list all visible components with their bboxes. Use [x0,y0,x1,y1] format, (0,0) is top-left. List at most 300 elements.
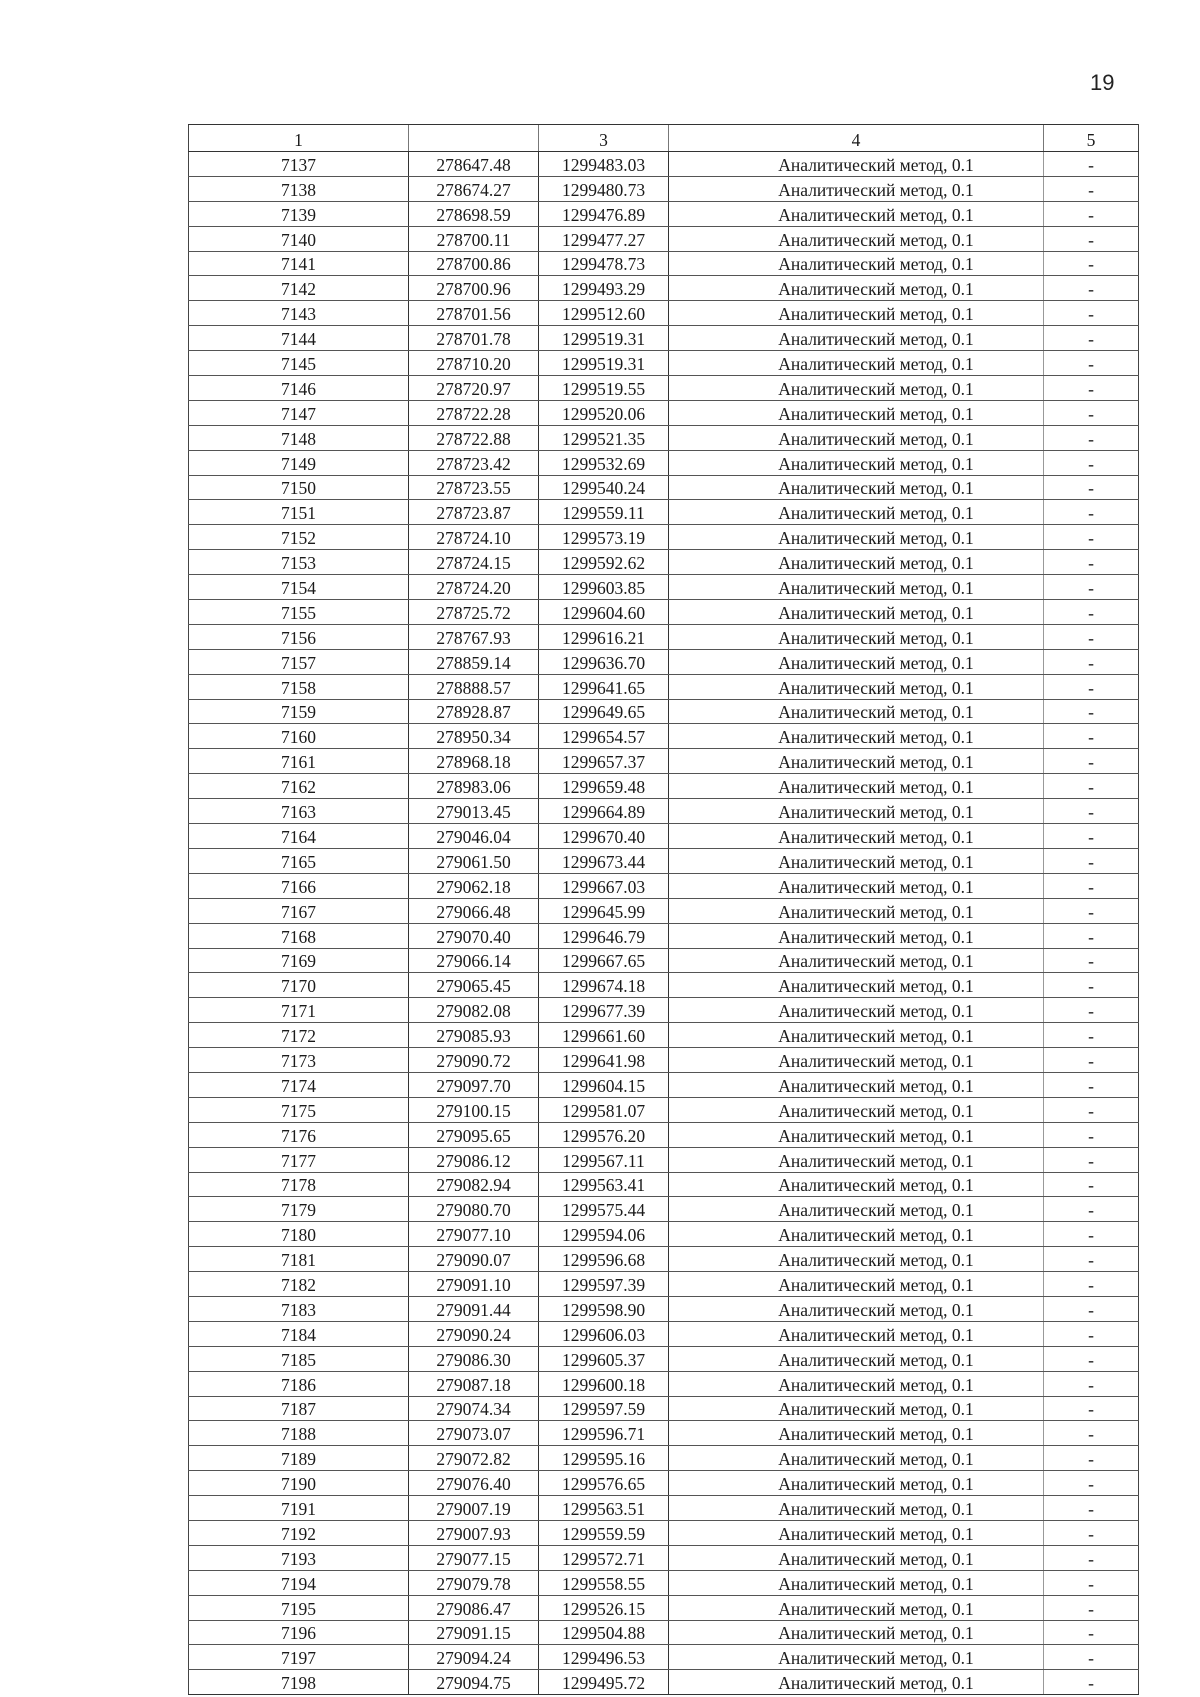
note-cell: - [1044,1346,1139,1371]
coordinate-x-cell: 278983.06 [409,774,539,799]
coordinate-y-cell: 1299654.57 [539,724,669,749]
note-cell: - [1044,824,1139,849]
method-accuracy-cell: Аналитический метод, 0.1 [669,176,1044,201]
note-cell: - [1044,1446,1139,1471]
point-number-cell: 7171 [189,998,409,1023]
coordinate-x-cell: 278968.18 [409,749,539,774]
point-number-cell: 7192 [189,1520,409,1545]
point-number-cell: 7162 [189,774,409,799]
point-number-cell: 7164 [189,824,409,849]
table-row [189,500,1139,525]
coordinate-x-cell: 278950.34 [409,724,539,749]
coordinate-y-cell: 1299567.11 [539,1147,669,1172]
coordinate-y-cell: 1299657.37 [539,749,669,774]
method-accuracy-cell: Аналитический метод, 0.1 [669,1097,1044,1122]
method-accuracy-cell: Аналитический метод, 0.1 [669,351,1044,376]
coordinate-x-cell: 279082.08 [409,998,539,1023]
coordinate-x-cell: 279074.34 [409,1396,539,1421]
note-cell: - [1044,1247,1139,1272]
point-number-cell: 7175 [189,1097,409,1122]
coordinate-y-cell: 1299636.70 [539,649,669,674]
point-number-cell: 7190 [189,1471,409,1496]
coordinate-x-cell: 279086.30 [409,1346,539,1371]
point-number-cell: 7182 [189,1272,409,1297]
coordinate-y-cell: 1299573.19 [539,525,669,550]
coordinate-x-cell: 278767.93 [409,624,539,649]
point-number-cell: 7165 [189,848,409,873]
table-row [189,475,1139,500]
table-row [189,1247,1139,1272]
coordinate-x-cell: 278701.56 [409,301,539,326]
method-accuracy-cell: Аналитический метод, 0.1 [669,226,1044,251]
note-cell: - [1044,699,1139,724]
coordinate-y-cell: 1299559.59 [539,1520,669,1545]
coordinate-y-cell: 1299667.65 [539,948,669,973]
coordinate-x-cell: 279091.44 [409,1296,539,1321]
table-row [189,600,1139,625]
point-number-cell: 7176 [189,1122,409,1147]
coordinate-x-cell: 279046.04 [409,824,539,849]
table-row [189,998,1139,1023]
coordinate-y-cell: 1299575.44 [539,1197,669,1222]
coordinate-x-cell: 279095.65 [409,1122,539,1147]
table-row [189,550,1139,575]
table-row [189,873,1139,898]
coordinate-y-cell: 1299483.03 [539,152,669,177]
note-cell: - [1044,1122,1139,1147]
point-number-cell: 7177 [189,1147,409,1172]
table-row [189,450,1139,475]
coordinate-y-cell: 1299667.03 [539,873,669,898]
coordinate-y-cell: 1299598.90 [539,1296,669,1321]
method-accuracy-cell: Аналитический метод, 0.1 [669,674,1044,699]
coordinate-y-cell: 1299594.06 [539,1222,669,1247]
coordinate-x-cell: 279090.24 [409,1321,539,1346]
coordinate-y-cell: 1299519.31 [539,351,669,376]
coordinate-x-cell: 279080.70 [409,1197,539,1222]
note-cell: - [1044,251,1139,276]
method-accuracy-cell: Аналитический метод, 0.1 [669,749,1044,774]
method-accuracy-cell: Аналитический метод, 0.1 [669,1222,1044,1247]
method-accuracy-cell: Аналитический метод, 0.1 [669,400,1044,425]
point-number-cell: 7149 [189,450,409,475]
table-row [189,525,1139,550]
method-accuracy-cell: Аналитический метод, 0.1 [669,1072,1044,1097]
method-accuracy-cell: Аналитический метод, 0.1 [669,1645,1044,1670]
coordinate-y-cell: 1299674.18 [539,973,669,998]
coordinate-x-cell: 279090.72 [409,1048,539,1073]
point-number-cell: 7147 [189,400,409,425]
note-cell: - [1044,923,1139,948]
method-accuracy-cell: Аналитический метод, 0.1 [669,500,1044,525]
method-accuracy-cell: Аналитический метод, 0.1 [669,774,1044,799]
table-row [189,1620,1139,1645]
coordinate-x-cell: 279076.40 [409,1471,539,1496]
note-cell: - [1044,1670,1139,1695]
table-row [189,251,1139,276]
note-cell: - [1044,1048,1139,1073]
point-number-cell: 7172 [189,1023,409,1048]
method-accuracy-cell: Аналитический метод, 0.1 [669,326,1044,351]
note-cell: - [1044,1645,1139,1670]
coordinate-x-cell: 279007.19 [409,1496,539,1521]
coordinate-x-cell: 278722.28 [409,400,539,425]
method-accuracy-cell: Аналитический метод, 0.1 [669,1595,1044,1620]
coordinate-x-cell: 279086.47 [409,1595,539,1620]
table-row [189,699,1139,724]
point-number-cell: 7143 [189,301,409,326]
point-number-cell: 7141 [189,251,409,276]
note-cell: - [1044,176,1139,201]
note-cell: - [1044,1595,1139,1620]
coordinate-x-cell: 279072.82 [409,1446,539,1471]
point-number-cell: 7183 [189,1296,409,1321]
note-cell: - [1044,1197,1139,1222]
note-cell: - [1044,1371,1139,1396]
coordinate-x-cell: 279094.75 [409,1670,539,1695]
note-cell: - [1044,1172,1139,1197]
table-row [189,973,1139,998]
coordinate-x-cell: 278700.11 [409,226,539,251]
method-accuracy-cell: Аналитический метод, 0.1 [669,1321,1044,1346]
point-number-cell: 7193 [189,1545,409,1570]
method-accuracy-cell: Аналитический метод, 0.1 [669,475,1044,500]
coordinate-x-cell: 278725.72 [409,600,539,625]
note-cell: - [1044,425,1139,450]
table-row [189,1471,1139,1496]
method-accuracy-cell: Аналитический метод, 0.1 [669,1421,1044,1446]
point-number-cell: 7189 [189,1446,409,1471]
method-accuracy-cell: Аналитический метод, 0.1 [669,425,1044,450]
method-accuracy-cell: Аналитический метод, 0.1 [669,1346,1044,1371]
coordinate-x-cell: 279079.78 [409,1570,539,1595]
point-number-cell: 7186 [189,1371,409,1396]
coordinate-y-cell: 1299677.39 [539,998,669,1023]
method-accuracy-cell: Аналитический метод, 0.1 [669,923,1044,948]
coordinate-x-cell: 278674.27 [409,176,539,201]
point-number-cell: 7168 [189,923,409,948]
point-number-cell: 7139 [189,201,409,226]
point-number-cell: 7140 [189,226,409,251]
point-number-cell: 7187 [189,1396,409,1421]
coordinate-x-cell: 279087.18 [409,1371,539,1396]
table-row [189,176,1139,201]
coordinate-x-cell: 278724.20 [409,575,539,600]
coordinate-y-cell: 1299581.07 [539,1097,669,1122]
table-row [189,774,1139,799]
note-cell: - [1044,475,1139,500]
note-cell: - [1044,1321,1139,1346]
point-number-cell: 7174 [189,1072,409,1097]
table-row [189,1346,1139,1371]
table-row [189,152,1139,177]
note-cell: - [1044,1072,1139,1097]
method-accuracy-cell: Аналитический метод, 0.1 [669,1396,1044,1421]
note-cell: - [1044,873,1139,898]
coordinate-y-cell: 1299480.73 [539,176,669,201]
note-cell: - [1044,326,1139,351]
coordinate-y-cell: 1299659.48 [539,774,669,799]
coordinate-y-cell: 1299576.20 [539,1122,669,1147]
point-number-cell: 7158 [189,674,409,699]
method-accuracy-cell: Аналитический метод, 0.1 [669,1545,1044,1570]
method-accuracy-cell: Аналитический метод, 0.1 [669,1172,1044,1197]
point-number-cell: 7160 [189,724,409,749]
coordinate-y-cell: 1299532.69 [539,450,669,475]
note-cell: - [1044,152,1139,177]
table-row [189,1421,1139,1446]
coordinate-x-cell: 279091.15 [409,1620,539,1645]
coordinate-y-cell: 1299645.99 [539,898,669,923]
coordinates-table [188,124,1139,1695]
coordinate-y-cell: 1299606.03 [539,1321,669,1346]
coordinate-y-cell: 1299673.44 [539,848,669,873]
table-row [189,1296,1139,1321]
coordinate-x-cell: 278859.14 [409,649,539,674]
method-accuracy-cell: Аналитический метод, 0.1 [669,1048,1044,1073]
table-row [189,898,1139,923]
coordinate-y-cell: 1299504.88 [539,1620,669,1645]
coordinate-x-cell: 279082.94 [409,1172,539,1197]
table-row [189,1197,1139,1222]
coordinate-x-cell: 279091.10 [409,1272,539,1297]
coordinate-x-cell: 279007.93 [409,1520,539,1545]
point-number-cell: 7194 [189,1570,409,1595]
method-accuracy-cell: Аналитический метод, 0.1 [669,699,1044,724]
table-row [189,226,1139,251]
note-cell: - [1044,973,1139,998]
coordinate-x-cell: 278720.97 [409,376,539,401]
note-cell: - [1044,1545,1139,1570]
point-number-cell: 7185 [189,1346,409,1371]
table-row [189,1097,1139,1122]
coordinate-x-cell: 279062.18 [409,873,539,898]
method-accuracy-cell: Аналитический метод, 0.1 [669,973,1044,998]
coordinate-x-cell: 279097.70 [409,1072,539,1097]
table-row [189,1321,1139,1346]
note-cell: - [1044,276,1139,301]
method-accuracy-cell: Аналитический метод, 0.1 [669,998,1044,1023]
note-cell: - [1044,575,1139,600]
coordinate-x-cell: 279085.93 [409,1023,539,1048]
note-cell: - [1044,1496,1139,1521]
coordinate-y-cell: 1299540.24 [539,475,669,500]
point-number-cell: 7156 [189,624,409,649]
method-accuracy-cell: Аналитический метод, 0.1 [669,1520,1044,1545]
point-number-cell: 7169 [189,948,409,973]
table-row [189,301,1139,326]
method-accuracy-cell: Аналитический метод, 0.1 [669,575,1044,600]
coordinate-x-cell: 279077.10 [409,1222,539,1247]
note-cell: - [1044,400,1139,425]
coordinate-y-cell: 1299596.68 [539,1247,669,1272]
method-accuracy-cell: Аналитический метод, 0.1 [669,1620,1044,1645]
note-cell: - [1044,1620,1139,1645]
coordinate-y-cell: 1299558.55 [539,1570,669,1595]
coordinate-y-cell: 1299596.71 [539,1421,669,1446]
method-accuracy-cell: Аналитический метод, 0.1 [669,1272,1044,1297]
method-accuracy-cell: Аналитический метод, 0.1 [669,1570,1044,1595]
coordinate-y-cell: 1299512.60 [539,301,669,326]
coordinate-x-cell: 279065.45 [409,973,539,998]
coordinate-y-cell: 1299493.29 [539,276,669,301]
table-row [189,326,1139,351]
table-row [189,1645,1139,1670]
point-number-cell: 7166 [189,873,409,898]
point-number-cell: 7167 [189,898,409,923]
method-accuracy-cell: Аналитический метод, 0.1 [669,898,1044,923]
method-accuracy-cell: Аналитический метод, 0.1 [669,376,1044,401]
table-row [189,624,1139,649]
coordinate-x-cell: 278888.57 [409,674,539,699]
point-number-cell: 7181 [189,1247,409,1272]
note-cell: - [1044,749,1139,774]
point-number-cell: 7195 [189,1595,409,1620]
point-number-cell: 7188 [189,1421,409,1446]
point-number-cell: 7152 [189,525,409,550]
table-row [189,201,1139,226]
point-number-cell: 7144 [189,326,409,351]
coordinate-x-cell: 279013.45 [409,799,539,824]
table-row [189,724,1139,749]
method-accuracy-cell: Аналитический метод, 0.1 [669,600,1044,625]
point-number-cell: 7163 [189,799,409,824]
note-cell: - [1044,948,1139,973]
method-accuracy-cell: Аналитический метод, 0.1 [669,1446,1044,1471]
note-cell: - [1044,351,1139,376]
coordinate-x-cell: 278710.20 [409,351,539,376]
coordinate-y-cell: 1299597.59 [539,1396,669,1421]
method-accuracy-cell: Аналитический метод, 0.1 [669,1296,1044,1321]
coordinate-x-cell: 279094.24 [409,1645,539,1670]
table-body [189,152,1139,1695]
coordinate-y-cell: 1299661.60 [539,1023,669,1048]
point-number-cell: 7154 [189,575,409,600]
coordinate-y-cell: 1299563.41 [539,1172,669,1197]
coordinate-y-cell: 1299670.40 [539,824,669,849]
method-accuracy-cell: Аналитический метод, 0.1 [669,1197,1044,1222]
coordinate-y-cell: 1299600.18 [539,1371,669,1396]
coordinate-x-cell: 278698.59 [409,201,539,226]
table-row [189,1496,1139,1521]
note-cell: - [1044,450,1139,475]
note-cell: - [1044,674,1139,699]
coordinate-y-cell: 1299576.65 [539,1471,669,1496]
coordinate-x-cell: 279070.40 [409,923,539,948]
table-row [189,799,1139,824]
coordinate-x-cell: 279066.48 [409,898,539,923]
method-accuracy-cell: Аналитический метод, 0.1 [669,1670,1044,1695]
note-cell: - [1044,848,1139,873]
header-col-2 [409,125,539,152]
coordinate-x-cell: 278701.78 [409,326,539,351]
table-row [189,848,1139,873]
header-col-5: 5 [1044,125,1139,152]
coordinate-y-cell: 1299664.89 [539,799,669,824]
coordinate-x-cell: 278647.48 [409,152,539,177]
point-number-cell: 7161 [189,749,409,774]
coordinate-x-cell: 279066.14 [409,948,539,973]
note-cell: - [1044,1272,1139,1297]
coordinate-y-cell: 1299526.15 [539,1595,669,1620]
method-accuracy-cell: Аналитический метод, 0.1 [669,450,1044,475]
header-col-3: 3 [539,125,669,152]
coordinate-y-cell: 1299603.85 [539,575,669,600]
table-row [189,1670,1139,1695]
note-cell: - [1044,1421,1139,1446]
coordinate-y-cell: 1299604.15 [539,1072,669,1097]
coordinate-x-cell: 278723.42 [409,450,539,475]
coordinate-y-cell: 1299641.98 [539,1048,669,1073]
coordinate-x-cell: 278724.10 [409,525,539,550]
page-number: 19 [1090,70,1115,95]
table-row [189,948,1139,973]
note-cell: - [1044,1570,1139,1595]
table-row [189,1048,1139,1073]
point-number-cell: 7191 [189,1496,409,1521]
coordinate-y-cell: 1299563.51 [539,1496,669,1521]
header-col-4: 4 [669,125,1044,152]
table-row [189,1122,1139,1147]
method-accuracy-cell: Аналитический метод, 0.1 [669,1247,1044,1272]
note-cell: - [1044,724,1139,749]
table-row [189,1570,1139,1595]
point-number-cell: 7197 [189,1645,409,1670]
point-number-cell: 7173 [189,1048,409,1073]
table-row [189,1072,1139,1097]
note-cell: - [1044,201,1139,226]
coordinate-x-cell: 279100.15 [409,1097,539,1122]
point-number-cell: 7178 [189,1172,409,1197]
point-number-cell: 7159 [189,699,409,724]
note-cell: - [1044,1520,1139,1545]
table-header-row [189,125,1139,152]
coordinate-x-cell: 279061.50 [409,848,539,873]
table-row [189,1147,1139,1172]
point-number-cell: 7145 [189,351,409,376]
point-number-cell: 7170 [189,973,409,998]
table-row [189,1595,1139,1620]
point-number-cell: 7155 [189,600,409,625]
table-row [189,376,1139,401]
point-number-cell: 7148 [189,425,409,450]
table-row [189,425,1139,450]
note-cell: - [1044,1471,1139,1496]
point-number-cell: 7180 [189,1222,409,1247]
point-number-cell: 7179 [189,1197,409,1222]
coordinate-y-cell: 1299604.60 [539,600,669,625]
coordinate-x-cell: 279077.15 [409,1545,539,1570]
method-accuracy-cell: Аналитический метод, 0.1 [669,724,1044,749]
point-number-cell: 7142 [189,276,409,301]
method-accuracy-cell: Аналитический метод, 0.1 [669,1471,1044,1496]
note-cell: - [1044,1097,1139,1122]
point-number-cell: 7196 [189,1620,409,1645]
coordinate-y-cell: 1299478.73 [539,251,669,276]
note-cell: - [1044,301,1139,326]
note-cell: - [1044,1296,1139,1321]
method-accuracy-cell: Аналитический метод, 0.1 [669,1147,1044,1172]
table-row [189,1446,1139,1471]
method-accuracy-cell: Аналитический метод, 0.1 [669,848,1044,873]
table-row [189,749,1139,774]
table-row [189,1396,1139,1421]
coordinate-y-cell: 1299595.16 [539,1446,669,1471]
coordinate-x-cell: 278724.15 [409,550,539,575]
coordinate-y-cell: 1299476.89 [539,201,669,226]
method-accuracy-cell: Аналитический метод, 0.1 [669,799,1044,824]
table-row [189,923,1139,948]
